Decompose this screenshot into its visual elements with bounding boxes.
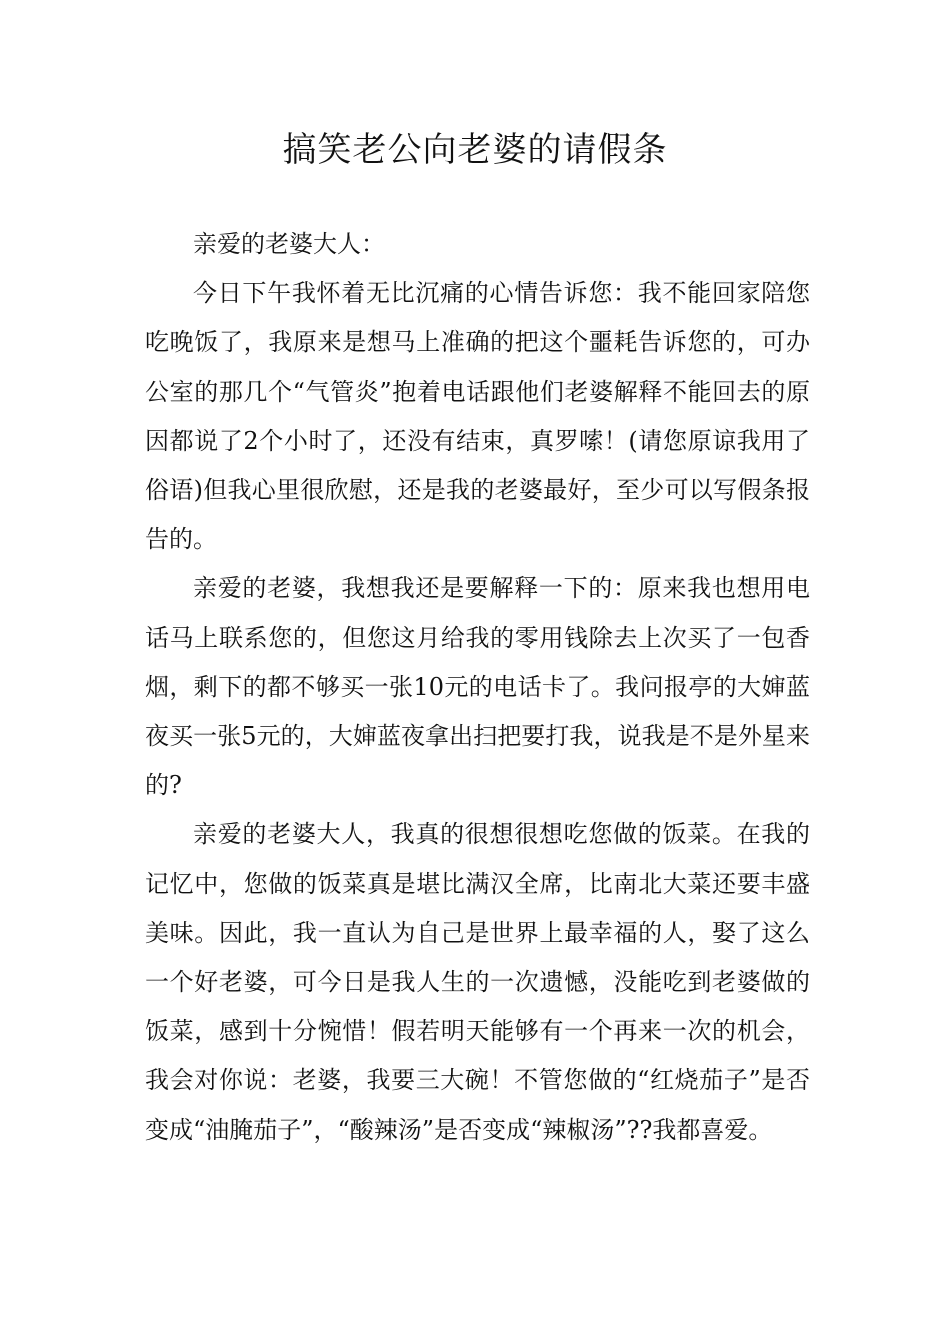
paragraph-2: 亲爱的老婆，我想我还是要解释一下的：原来我也想用电话马上联系您的，但您这月给我的零用钱除去上次买了一包香烟，剩下的都不够买一张10元的电话卡了。我问报亭的大婶蓝夜买一张5元的，大婶蓝夜拿出扫把要打我，说我是不是外星来的? (145, 574, 810, 800)
salutation: 亲爱的老婆大人： (193, 230, 385, 258)
document-title: 搞笑老公向老婆的请假条 (282, 130, 668, 170)
document-body (145, 220, 810, 1155)
paragraph-3: 亲爱的老婆大人，我真的很想很想吃您做的饭菜。在我的记忆中，您做的饭菜真是堪比满汉全席，比南北大菜还要丰盛美味。因此，我一直认为自己是世界上最幸福的人，娶了这么一个好老婆，可今日是我人生的一次遗憾，没能吃到老婆做的饭菜，感到十分惋惜！假若明天能够有一个再来一次的机会，我会对你说：老婆，我要三大碗！不管您做的“红烧茄子”是否变成“油腌茄子”，“酸辣汤”是否变成“辣椒汤”??我都喜爱。 (145, 820, 810, 1144)
paragraph-1: 今日下午我怀着无比沉痛的心情告诉您：我不能回家陪您吃晚饭了，我原来是想马上准确的把这个噩耗告诉您的，可办公室的那几个“气管炎”抱着电话跟他们老婆解释不能回去的原因都说了2个小时了，还没有结束，真罗嗦！(请您原谅我用了俗语)但我心里很欣慰，还是我的老婆最好，至少可以写假条报告的。 (145, 279, 810, 554)
